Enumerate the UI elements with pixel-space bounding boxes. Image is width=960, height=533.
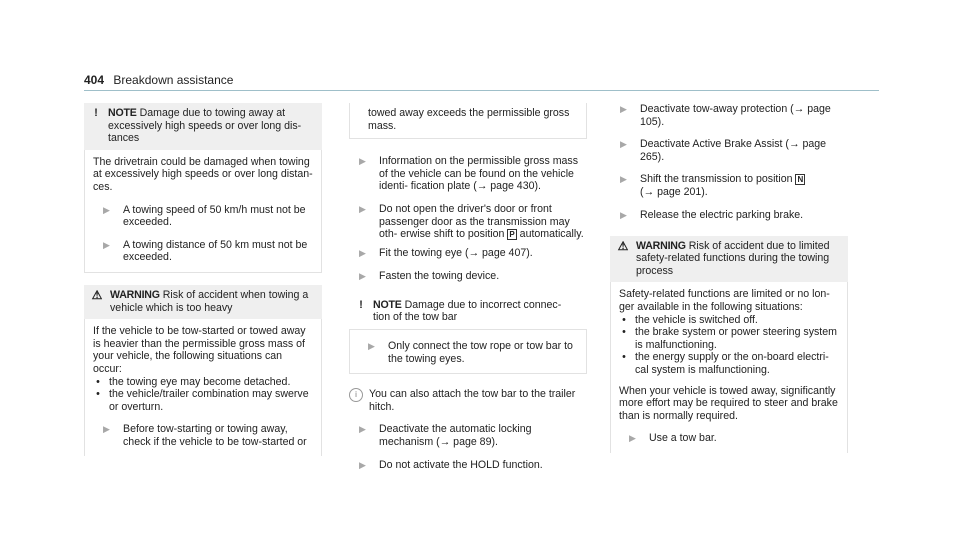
info-item: [349, 388, 587, 413]
step-text: Deactivate the automatic locking mechanism (→ page 89).: [379, 423, 532, 448]
step-text: A towing speed of 50 km/h must not be exceeded.: [123, 203, 306, 229]
step-item: [93, 423, 313, 448]
exclamation-box-icon: !: [359, 298, 363, 311]
step-item: [610, 138, 848, 163]
info-text: You can also attach the tow bar to the trailer hitch.: [369, 388, 576, 413]
step-text: Only connect the tow rope or tow bar to the towing eyes.: [388, 339, 573, 365]
step-suffix: (→ page 201).: [640, 185, 708, 198]
triangle-right-icon: ▶: [359, 203, 366, 214]
triangle-right-icon: ▶: [620, 174, 627, 185]
column-1: [84, 103, 322, 456]
bullet-text: the vehicle/trailer combination may swerve or overturn.: [109, 388, 309, 413]
triangle-right-icon: ▶: [103, 204, 110, 215]
bullet-text: the vehicle is switched off.: [635, 313, 758, 326]
warning-body: [84, 319, 322, 456]
note-body: [349, 329, 587, 374]
warning-header: [84, 285, 322, 319]
column-3: [610, 103, 848, 453]
step-item: [93, 239, 313, 264]
step-item: [619, 432, 839, 445]
step-item: [349, 203, 587, 241]
list-item: • the vehicle/trailer combination may swerve or overturn.: [93, 388, 313, 413]
triangle-right-icon: ▶: [368, 340, 375, 351]
note-text: Damage due to incorrect connec- tion of the tow bar: [373, 298, 562, 324]
note-paragraph: The drivetrain could be damaged when towing at excessively high speeds or over long distan- ces.: [93, 155, 313, 193]
list-item: • the energy supply or the on-board electri- cal system is malfunctioning.: [619, 351, 839, 376]
step-text: Do not activate the HOLD function.: [379, 458, 543, 471]
info-icon: i: [349, 388, 363, 402]
step-text: Fit the towing eye (→ page 407).: [379, 246, 533, 259]
step-text: Deactivate Active Brake Assist (→ page 265).: [640, 138, 827, 163]
step-item: [610, 173, 848, 198]
note-label: NOTE: [373, 298, 402, 311]
warning-body: [610, 282, 848, 453]
list-item: • the brake system or power steering system is malfunctioning.: [619, 326, 839, 351]
step-text: Deactivate tow-away protection (→ page 105).: [640, 103, 831, 128]
triangle-right-icon: ▶: [359, 270, 366, 281]
step-item: [610, 103, 848, 128]
warning-label: WARNING: [110, 288, 160, 301]
exclamation-box-icon: !: [94, 107, 98, 119]
step-text: Before tow-starting or towing away, check if the vehicle to be tow-started or: [123, 423, 307, 448]
step-text: Information on the permissible gross mass of the vehicle can be found on the vehicle identi- fication plate (→ page 430).: [379, 155, 579, 193]
bullet-text: the energy supply or the on-board electri- cal system is malfunctioning.: [635, 351, 829, 376]
triangle-right-icon: ▶: [629, 433, 636, 444]
triangle-right-icon: ▶: [620, 104, 627, 114]
triangle-right-icon: ▶: [359, 156, 366, 167]
note-header: [349, 295, 587, 329]
warning-continuation: [349, 103, 587, 139]
step-suffix: automatically.: [519, 228, 584, 241]
note-text: Damage due to towing away at excessively high speeds or over long dis- tances: [108, 107, 302, 145]
warning-paragraph: Safety-related functions are limited or no lon- ger available in the following situations:: [619, 288, 830, 313]
neutral-position-icon: N: [797, 175, 804, 185]
step-text: Fasten the towing device.: [379, 269, 500, 282]
step-item: [349, 423, 587, 448]
step-item: [93, 204, 313, 229]
warning-text: Risk of accident when towing a vehicle which is too heavy: [110, 288, 309, 314]
column-2: [349, 103, 587, 472]
step-item: [610, 209, 848, 222]
note-body: [84, 150, 322, 273]
step-text: Use a tow bar.: [649, 432, 717, 445]
warning-text: Risk of accident due to limited safety-related functions during the towing process: [636, 239, 830, 277]
warning-box-1: [84, 285, 322, 457]
list-item: • the vehicle is switched off.: [622, 313, 758, 326]
warning-triangle-icon: ⚠: [617, 238, 629, 253]
step-text: Release the electric parking brake.: [640, 208, 804, 221]
bullet-text: the towing eye may become detached.: [109, 375, 291, 388]
park-position-icon: P: [509, 230, 515, 240]
list-item: • the towing eye may become detached.: [96, 375, 291, 388]
section-title: Breakdown assistance: [113, 73, 234, 87]
triangle-right-icon: ▶: [359, 459, 366, 470]
triangle-right-icon: ▶: [620, 139, 627, 150]
warning-header: [610, 236, 848, 283]
bullet-text: the brake system or power steering system is malfunctioning.: [635, 326, 837, 351]
triangle-right-icon: ▶: [359, 424, 366, 435]
note-box-1: [84, 103, 322, 273]
header-rule: [84, 90, 879, 91]
triangle-right-icon: ▶: [103, 424, 110, 435]
step-item: [358, 340, 578, 365]
note-header: [84, 103, 322, 150]
warning-box-2: [610, 236, 848, 454]
step-text: Do not open the driver's door or front passenger door as the transmission may oth- erwise shift to position: [379, 202, 570, 241]
note-label: NOTE: [108, 107, 137, 119]
step-item: [349, 459, 587, 472]
step-text: A towing distance of 50 km must not be exceeded.: [123, 238, 308, 264]
warning-paragraph-2: When your vehicle is towed away, significantly more effort may be required to steer and brake than is normally required.: [619, 384, 838, 422]
triangle-right-icon: ▶: [103, 239, 110, 250]
triangle-right-icon: ▶: [359, 247, 366, 258]
warning-label: WARNING: [636, 239, 686, 252]
step-text: Shift the transmission to position: [640, 173, 793, 186]
page-header: [84, 73, 233, 87]
triangle-right-icon: ▶: [620, 209, 627, 220]
continuation-text: towed away exceeds the permissible gross mass.: [368, 107, 570, 132]
step-item: [349, 270, 587, 283]
page-number: 404: [84, 73, 105, 87]
warning-paragraph: If the vehicle to be tow-started or towed away is heavier than the permissible gross mass of your vehicle, the following situations can occur:: [93, 325, 306, 375]
step-item: [349, 155, 587, 193]
step-item: [349, 247, 587, 260]
note-box-2: [349, 295, 587, 374]
warning-triangle-icon: ⚠: [91, 287, 103, 302]
